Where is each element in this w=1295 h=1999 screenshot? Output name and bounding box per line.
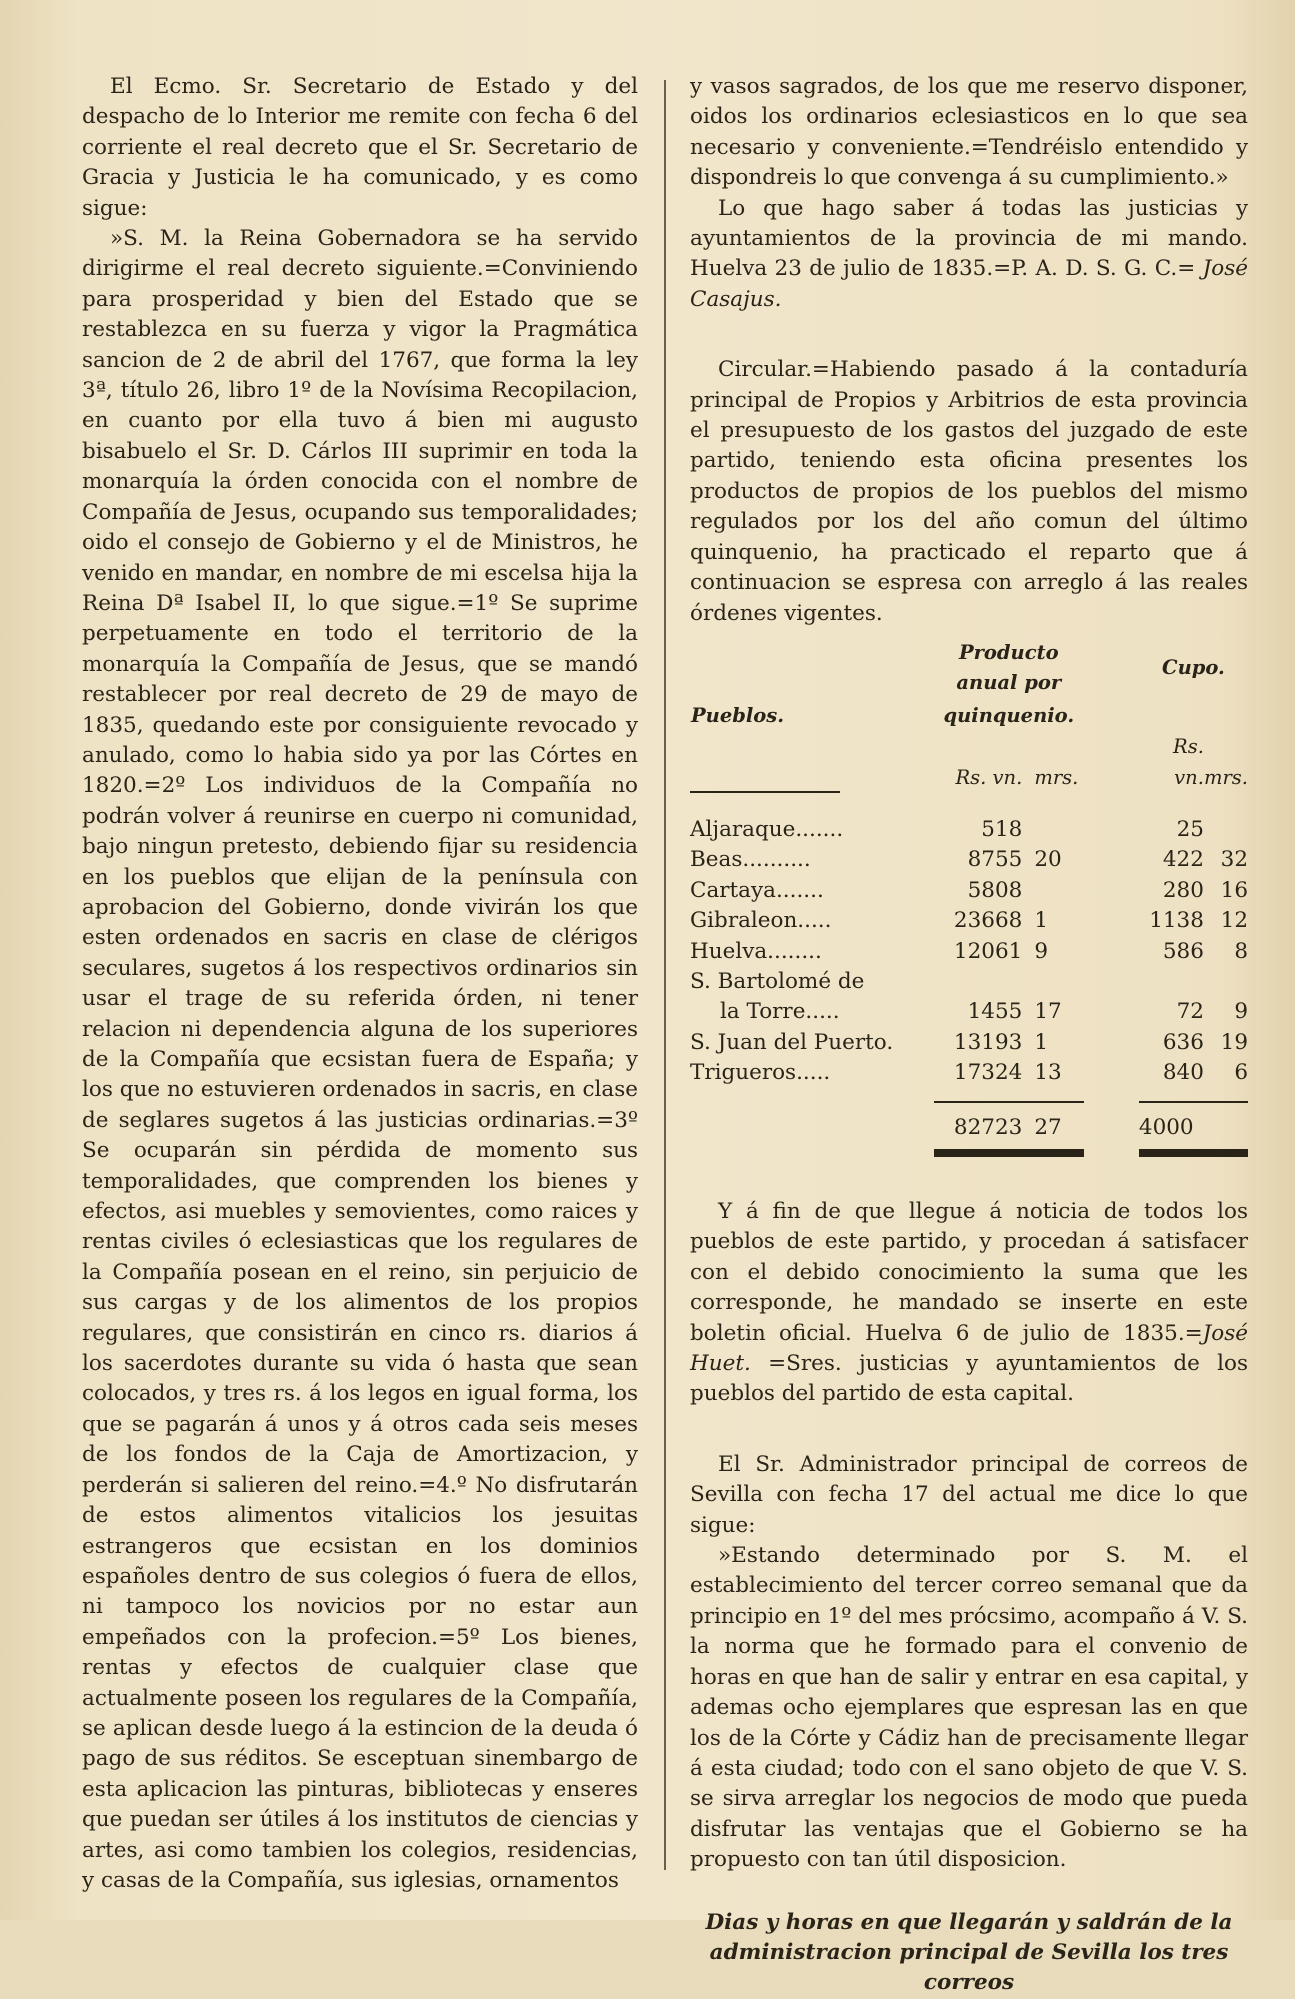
right-column [690, 72, 1248, 1999]
decree-continuation: y vasos sagrados, de los que me reservo disponer, oidos los ordinarios eclesiasticos en lo que sea necesario y conveniente.=Tendréislo entendido y dispondreis lo que convenga á su cumplimiento.» [690, 74, 1248, 191]
total-mrs: 27 [1034, 1114, 1062, 1140]
subheader-cupo-rs-vn: Rs. vn. [1173, 735, 1204, 789]
header-producto-line2: quinquenio. [943, 703, 1075, 727]
table-subheader-row [690, 732, 1248, 793]
total-rule-left [934, 1149, 1084, 1157]
correos-intro: El Sr. Administrador principal de correos de Sevilla con fecha 17 del actual me dice lo que sigue: [690, 1451, 1248, 1538]
closing-paragraph-2: Y á fin de que llegue á noticia de todos los pueblos de este partido, y procedan á satisfacer con el debido conocimiento la suma que les corresponde, he mandado se inserte en este boletin oficial. Huelva 6 de julio de 1835.=José Huet. =Sres. justicias y ayuntamientos de los pueblos del partido de esta capital. [690, 1199, 1249, 1407]
total-rs: 82723 [953, 1114, 1023, 1140]
table-row: Beas.......... 8755 20 422 32 [690, 847, 1248, 873]
table-row: la Torre..... 1455 17 72 9 [720, 999, 1248, 1025]
header-pueblos: Pueblos. [691, 703, 785, 727]
column-divider [664, 80, 666, 1870]
table-row: S. Juan del Puerto. 13193 1 636 19 [690, 1029, 1248, 1055]
signature-casajus: José Casajus. [690, 256, 1248, 312]
total-rule-right [1139, 1149, 1248, 1157]
table-total-row [690, 1103, 1248, 1143]
left-column [82, 72, 638, 1896]
table-row: Gibraleon..... 23668 1 1138 12 [690, 908, 1248, 934]
table-row: Huelva........ 12061 9 586 8 [690, 938, 1248, 964]
table-row: S. Bartolomé de [690, 968, 865, 994]
table-row: Cartaya....... 5808 280 16 [690, 877, 1248, 903]
correos-body: »Estando determinado por S. M. el establecimiento del tercer correo semanal que da principio en 1º del mes prócsimo, acompaño á V. S. la norma que he formado para el convenio de horas en que han de salir y entrar en esa capital, y ademas ocho ejemplares que espresan las en que los de la Córte y Cádiz han de precisamente llegar á esta ciudad; todo con el sano objeto de que V. S. se sirva arreglar los negocios de modo que pueda disfrutar las ventajas que el Gobierno se ha propuesto con tan útil disposicion. [690, 1543, 1248, 1873]
subheader-mrs: mrs. [1034, 765, 1079, 789]
table-header-row [690, 637, 1248, 700]
header-cupo: Cupo. [1162, 656, 1225, 680]
subheader-cupo-mrs: mrs. [1203, 765, 1248, 789]
table-row: Aljaraque....... 518 25 [690, 816, 1204, 842]
signature-huet: José Huet. [690, 1320, 1248, 1377]
header-producto-line1: Producto anual por [956, 640, 1062, 695]
total-cupo: 4000 [1138, 1114, 1194, 1140]
subheader-rs-vn: Rs. vn. [955, 765, 1023, 789]
distribution-table [690, 637, 1248, 1157]
royal-decree-text: »S. M. la Reina Gobernadora se ha servido dirigirme el real decreto siguiente.=Conviniendo para prosperidad y bien del Estado que se restablezca en su fuerza y vigor la Pragmática sancion de 2 de abril del 1767, que forma la ley 3ª, título 26, libro 1º de la Novísima Recopilacion, en cuanto por ella tuvo á bien mi augusto bisabuelo el Sr. D. Cárlos III suprimir en toda la monarquía la órden conocida con el nombre de Compañía de Jesus, ocupando sus temporalidades; oido el consejo de Gobierno y el de Ministros, he venido en mandar, en nombre de mi escelsa hija la Reina Dª Isabel II, lo que sigue.=1º Se suprime perpetuamente en todo el territorio de la monarquía la Compañía de Jesus, que se mandó restablecer por real decreto de 29 de mayo de 1835, quedando este por consiguiente revocado y anulado, como lo habia sido ya por las Córtes en 1820.=2º Los individuos de la Compañía no podrán volver á reunirse en cuerpo ni comunidad, bajo ningun pretesto, debiendo fijar su residencia en los pueblos que elijan de la península con aprobacion del Gobierno, donde vivirán los que esten ordenados en sacris en clase de clérigos seculares, sugetos á los respectivos ordinarios sin usar el trage de su referida órden, ni tener relacion ni dependencia alguna de los superiores de la Compañía que ecsistan fuera de España; y los que no estuvieren ordenados in sacris, en clase de seglares sugetos á las justicias ordinarias.=3º Se ocuparán sin pérdida de momento sus temporalidades, que comprenden los bienes y efectos, asi muebles y semovientes, como raices y rentas civiles ó eclesiasticas que los regulares de la Compañía posean en el reino, sin perjuicio de sus cargas y de los alimentos de los propios regulares, que consistirán en cinco rs. diarios á los sacerdotes durante su vida ó hasta que sean colocados, y tres rs. á los legos en igual forma, los que se pagarán á unos y á otros cada seis meses de los fondos de la Caja de Amortizacion, y perderán si salieren del reino.=4.º No disfrutarán de estos alimentos vitalicios los jesuitas estrangeros que ecsistan en los dominios españoles dentro de sus colegios ó fuera de ellos, ni tampoco los novicios por no estar aun empeñados con la profecion.=5º Los bienes, rentas y efectos de cualquier clase que actualmente poseen los regulares de la Compañía, se aplican desde luego á la estincion de la deuda ó pago de sus réditos. Se esceptuan sinembargo de esta aplicacion las pinturas, bibliotecas y enseres que puedan ser útiles á los institutos de ciencias y artes, asi como tambien los colegios, residencias, y casas de la Compañía, sus iglesias, ornamentos [82, 226, 638, 1893]
correos-schedule-heading: Dias y horas en que llegarán y saldrán de la administracion principal de Sevilla los tres correos [705, 1909, 1233, 1996]
table-row: Trigueros..... 17324 13 840 6 [690, 1060, 1248, 1086]
circular-paragraph: Circular.=Habiendo pasado á la contaduría principal de Propios y Arbitrios de esta provincia el presupuesto de los gastos del juzgado de este partido, teniendo esta oficina presentes los productos de propios de los pueblos del mismo regulados por los del año comun del último quinquenio, ha practicado el reparto que á continuacion se espresa con arreglo á las reales órdenes vigentes. [690, 357, 1248, 626]
intro-paragraph: El Ecmo. Sr. Secretario de Estado y del despacho de lo Interior me remite con fecha 6 del corriente el real decreto que el Sr. Secretario de Gracia y Justicia le ha comunicado, y es como sigue: [82, 74, 638, 221]
closing-paragraph-1: Lo que hago saber á todas las justicias y ayuntamientos de la provincia de mi mando. Huelva 23 de julio de 1835.=P. A. D. S. G. C.= José Casajus. [690, 195, 1248, 312]
